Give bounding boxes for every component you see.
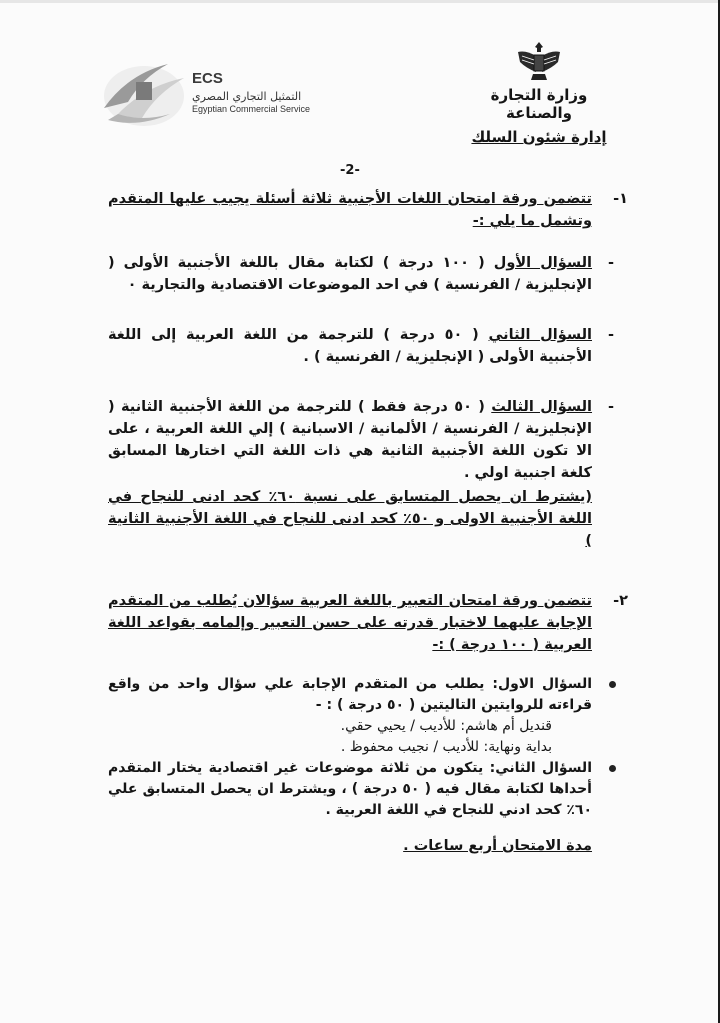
novel-2: بداية ونهاية: للأديب / نجيب محفوظ .: [340, 739, 552, 755]
question-2: [108, 324, 614, 368]
dash-marker: -: [607, 399, 614, 415]
bullet-question-2: [108, 758, 592, 821]
logo-abbrev: ECS: [192, 70, 223, 87]
bullet-icon: [609, 681, 616, 688]
dash-marker: -: [607, 255, 614, 271]
section-2-number: ٢-: [613, 593, 628, 609]
bullet-question-1-text: السؤال الاول: يطلب من المتقدم الإجابة علي سؤال واحد من واقع قراءته للروايتين التاليتين ( ٥٠ درجة ) : -: [108, 676, 592, 713]
section-1-intro-text: تتضمن ورقة امتحان اللغات الأجنبية ثلاثة أسئلة يجيب عليها المتقدم وتشمل ما يلي :-: [108, 191, 592, 229]
question-2-head: السؤال الثاني: [488, 327, 592, 343]
logo-arabic-name: التمثيل التجاري المصري: [192, 90, 302, 103]
ecs-swirl-icon: [98, 56, 190, 136]
exam-duration: مدة الامتحان أربع ساعات .: [403, 838, 592, 854]
question-3: [108, 396, 614, 484]
question-1-text: ( ١٠٠ درجة ) لكتابة مقال باللغة الأجنبية الأولى ( الإنجليزية / الفرنسية ) في احد الموضوعات الاقتصادية والتجارية ٠: [108, 255, 592, 293]
question-3-text: ( ٥٠ درجة فقط ) للترجمة من اللغة الأجنبية الثانية ( الإنجليزية / الفرنسية / الألمانية / الاسبانية ) إلي اللغة العربية ، على الا تكون اللغة الأجنبية الثانية هي ذات اللغة التي اختارها المسابق كلغة اجنبية اولي .: [108, 399, 592, 481]
question-1-head: السؤال الأول: [493, 255, 593, 271]
ministry-header: [464, 38, 614, 146]
passing-condition: (يشترط ان يحصل المتسابق على نسبة ٦٠٪ كحد ادنى للنجاح في اللغة الأجنبية الاولى و ٥٠٪ كحد ادنى للنجاح في اللغة الأجنبية الثانية ): [108, 489, 592, 549]
bullet-question-2-text: السؤال الثاني: يتكون من ثلاثة موضوعات غير اقتصادية يختار المتقدم أحداها لكتابة مقال فيه ( ٥٠ درجة ) ، ويشترط ان يحصل المتسابق علي ٦٠٪ كحد ادني للنجاح في اللغة العربية .: [108, 760, 592, 818]
page-top-edge: [0, 0, 718, 3]
question-2-text: ( ٥٠ درجة ) للترجمة من اللغة العربية إلى اللغة الأجنبية الأولى ( الإنجليزية / الفرنسية ) .: [108, 327, 592, 365]
section-1-intro: [108, 188, 628, 232]
logo-english-name: Egyptian Commercial Service: [192, 104, 311, 114]
bullet-icon: [609, 765, 616, 772]
department-name: إدارة شئون السلك: [471, 128, 607, 146]
section-2-intro: [108, 590, 628, 656]
page-number: -2-: [340, 163, 360, 178]
ecs-logo: [98, 56, 328, 136]
question-3-head: السؤال الثالث: [491, 399, 593, 415]
document-body: [108, 188, 628, 857]
novel-1: قنديل أم هاشم: للأديب / يحيي حقي.: [340, 718, 552, 734]
eagle-emblem-icon: [514, 38, 564, 84]
ministry-name: وزارة التجارة والصناعة: [490, 86, 588, 122]
dash-marker: -: [607, 327, 614, 343]
section-2-intro-text: تتضمن ورقة امتحان التعبير باللغة العربية سؤالان يُطلب من المتقدم الإجابة عليهما لاختبار قدرته على حسن التعبير وإلمامه بقواعد اللغة العربية ( ١٠٠ درجة ) :-: [108, 593, 592, 653]
section-1-number: ١-: [613, 191, 628, 207]
bullet-question-1: [108, 674, 592, 716]
question-1: [108, 252, 614, 296]
